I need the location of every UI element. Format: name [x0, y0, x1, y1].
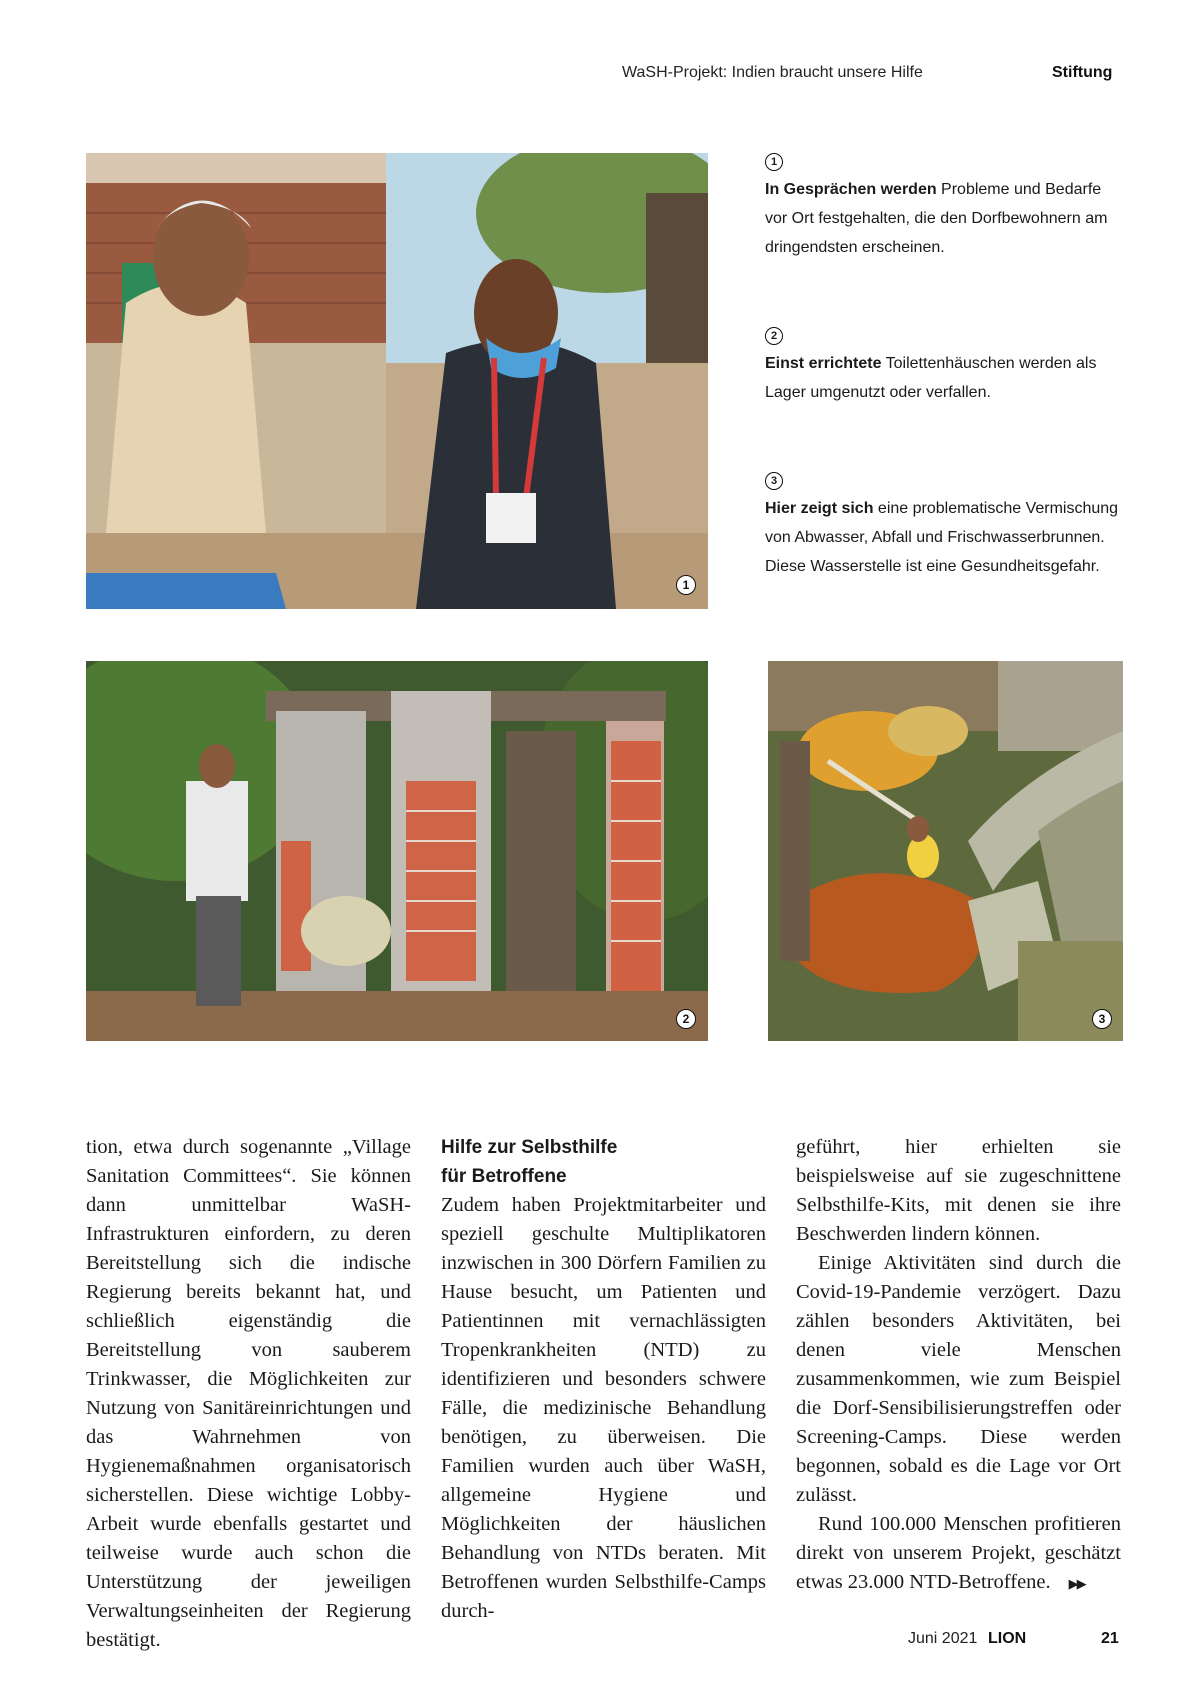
footer-date: Juni 2021 [908, 1630, 978, 1647]
article-column-1 [86, 1133, 411, 1655]
caption-1-text: Probleme und Bedarfe vor Ort festgehalten, die den Dorfbewohnern am dringendsten erscheinen. [765, 181, 1108, 256]
caption-1 [765, 153, 1125, 262]
caption-2 [765, 327, 1125, 407]
caption-1-lead: In Gesprächen werden [765, 181, 937, 198]
column-3-paragraph-3 [796, 1510, 1121, 1599]
caption-3-number: 3 [765, 472, 783, 490]
subheading-line-2: für Betroffene [441, 1166, 567, 1187]
caption-2-number: 2 [765, 327, 783, 345]
running-header-title: WaSH-Projekt: Indien braucht unsere Hilfe [622, 64, 923, 81]
caption-2-text: Toilettenhäuschen werden als Lager umgenutzt oder verfallen. [765, 355, 1097, 401]
subheading-line-1: Hilfe zur Selbsthilfe [441, 1137, 618, 1158]
photo-toilet-hut-icon [86, 661, 708, 1041]
page-number: 21 [1101, 1630, 1119, 1647]
running-header-section: Stiftung [1052, 64, 1113, 81]
caption-3 [765, 472, 1125, 581]
photo-3-number-badge: 3 [1092, 1009, 1112, 1029]
photo-1-number-badge: 1 [676, 575, 696, 595]
photo-water-point-icon [768, 661, 1123, 1041]
article-column-3 [796, 1133, 1121, 1599]
footer-brand: LION [988, 1630, 1027, 1647]
photo-2-toilet-hut [86, 661, 708, 1041]
caption-2-lead: Einst errichtete [765, 355, 882, 372]
photo-conversation-icon [86, 153, 708, 609]
column-3-paragraph-1: geführt, hier erhielten sie beispielsweise auf sie zugeschnittene Selbsthilfe-Kits, mit denen sie ihre Beschwerden lindern können. [796, 1136, 1121, 1245]
column-3-paragraph-3-text: Rund 100.000 Menschen profitieren direkt von unserem Projekt, geschätzt etwas 23.000 NTD-Betroffene. [796, 1513, 1121, 1593]
column-1-paragraph: tion, etwa durch sogenannte „Village Sanitation Committees“. Sie können dann unmittelbar WaSH-Infrastrukturen einfordern, zu deren Bereitstellung sich die indische Regierung bereits bekannt hat, und schließlich eigenständig die Bereitstellung von sauberem Trinkwasser, die Möglichkeiten zur Nutzung von Sanitäreinrichtungen und das Wahrnehmen von Hygienemaßnahmen organisatorisch sicherstellen. Diese wichtige Lobby-Arbeit wurde ebenfalls gestartet und teilweise wurde auch schon die Unterstützung der jeweiligen Verwaltungseinheiten der Regierung bestätigt. [86, 1136, 411, 1651]
column-3-paragraph-2: Einige Aktivitäten sind durch die Covid-19-Pandemie verzögert. Dazu zählen besonders Aktivitäten, bei denen viele Menschen zusammenkommen, wie zum Beispiel die Dorf-Sensibilisierungstreffen oder Screening-Camps. Diese werden begonnen, sobald es die Lage vor Ort zulässt. [796, 1252, 1121, 1506]
caption-3-lead: Hier zeigt sich [765, 500, 874, 517]
photo-1-conversation [86, 153, 708, 609]
caption-3-text: eine problematische Vermischung von Abwasser, Abfall und Frischwasserbrunnen. Diese Wasserstelle ist eine Gesundheitsgefahr. [765, 500, 1119, 575]
photo-2-number-badge: 2 [676, 1009, 696, 1029]
column-2-paragraph: Zudem haben Projektmitarbeiter und speziell geschulte Multiplikatoren inzwischen in 300 Dörfern Familien zu Hause besucht, um Patienten und Patientinnen mit vernachlässigten Tropenkrankheiten (NTD) zu identifizieren und besonders schwere Fälle, die medizinische Behandlung benötigen, zu überweisen. Die Familien wurden auch über WaSH, allgemeine Hygiene und Möglichkeiten der häuslichen Behandlung von NTDs beraten. Mit Betroffenen wurden Selbsthilfe-Camps durch- [441, 1194, 766, 1622]
continue-arrow-icon: ▶▶ [1068, 1577, 1085, 1592]
photo-3-water-point [768, 661, 1123, 1041]
caption-1-number: 1 [765, 153, 783, 171]
article-column-2 [441, 1133, 766, 1626]
